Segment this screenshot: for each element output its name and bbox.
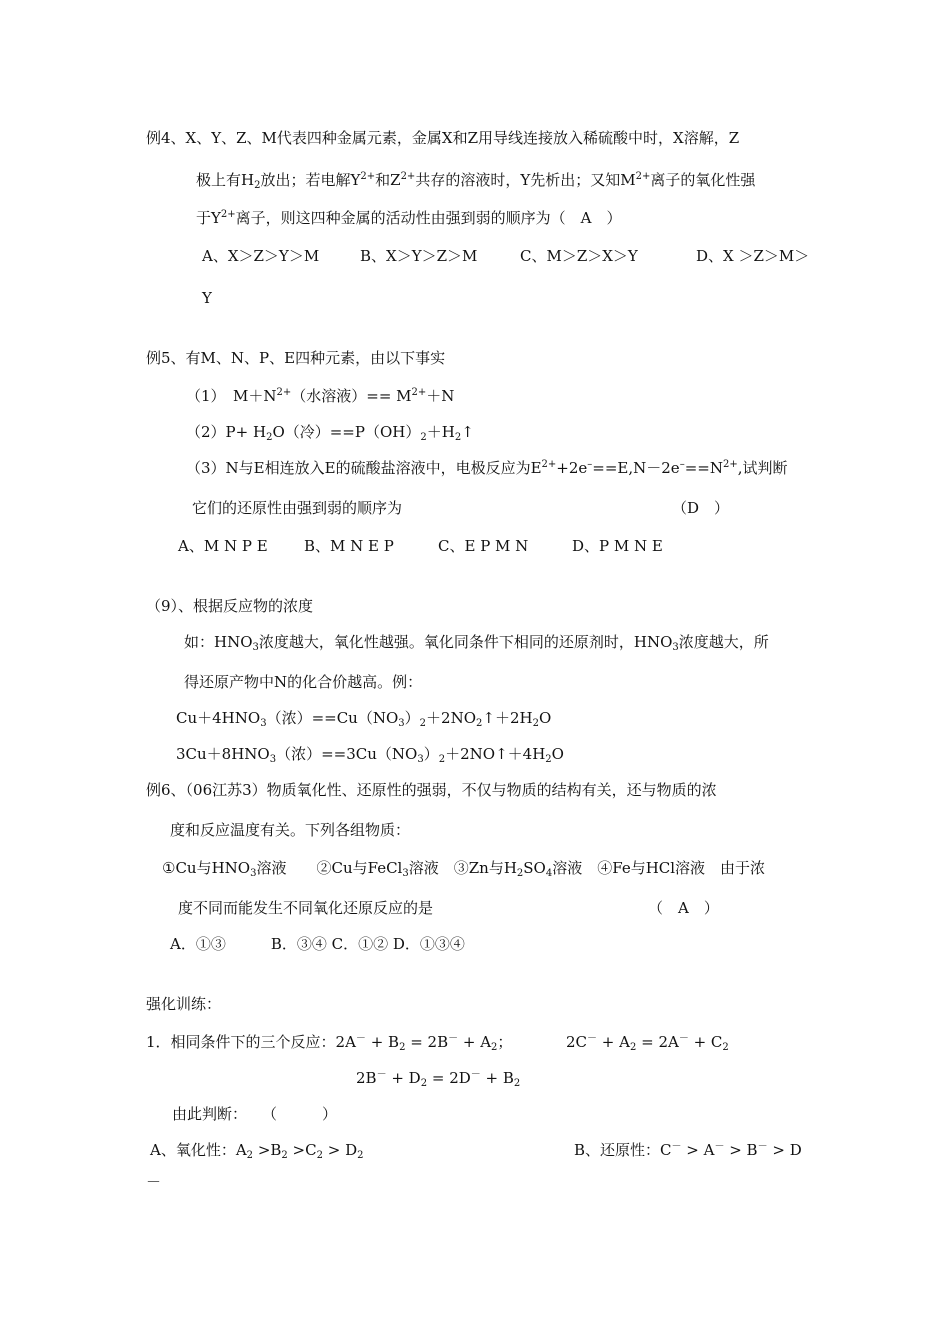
example-5-fact-3: （3）N与E相连放入E的硫酸盐溶液中，电极反应为$E^{2+}+2e^-==E,N-2e^-==N^{2+}$,试判断 (186, 459, 788, 477)
example-6-question: 度不同而能发生不同氧化还原反应的是 (178, 899, 434, 917)
drill-q1-option-a: A、氧化性：$A_2 >B_2 >C_2 > D_2$ (150, 1141, 364, 1161)
example-5-question: 它们的还原性由强到弱的顺序为 (192, 499, 403, 517)
drill-q1-judge: 由此判断： （ ） (172, 1105, 338, 1123)
drill-q1-line-1: 1．相同条件下的三个反应：$2A^- + B_2 = 2B^- + A_2$； (146, 1033, 513, 1053)
example-5-option-b: B、M N E P (304, 537, 394, 555)
example-6-answer: （ A ） (648, 899, 719, 917)
section-9-para-line-1: 如：$HNO_3$浓度越大，氧化性越强。氧化同条件下相同的还原剂时，$HNO_3$浓度越大，所 (184, 633, 769, 653)
example-6-options: A．①③ B．③④ C．①② D．①③④ (170, 935, 465, 953)
example-4-line-1: 例4、X、Y、Z、M代表四种金属元素，金属X和Z用导线连接放入稀硫酸中时，X溶解，Z (146, 129, 740, 147)
section-9-para-line-2: 得还原产物中N的化合价越高。例： (184, 673, 423, 691)
example-4-option-b: B、X＞Y＞Z＞M (360, 247, 478, 265)
example-5-line-1: 例5、有M、N、P、E四种元素，由以下事实 (146, 349, 446, 367)
section-9-equation-2: $3Cu+8HNO_3$（浓）$==3Cu(NO_3)_2+2NO↑+4H_2O$ (176, 745, 564, 765)
section-9-equation-1: $Cu+4HNO_3$（浓）$==Cu(NO_3)_2+2NO_2↑+2H_2O$ (176, 709, 552, 729)
example-4-option-a: A、X＞Z＞Y＞M (202, 247, 320, 265)
drill-q1-reaction-2: $2C^- + A_2 = 2A^- + C_2$ (566, 1033, 729, 1053)
example-5-fact-2: $(2)P+ H_2O$（冷）$==P(OH)_2+H_2↑$ (186, 423, 474, 443)
example-5-fact-1: （1） $M+N^{2+}$（水溶液）== $M^{2+}+N$ (186, 387, 455, 405)
example-5-option-c: C、E P M N (438, 537, 529, 555)
drill-q1-option-b-cont: － (146, 1173, 162, 1191)
example-4-line-2: 极上有$H_2$放出；若电解$Y^{2+}$和$Z^{2+}$共存的溶液时，Y先析出；又知$M^{2+}$离子的氧化性强 (196, 171, 756, 191)
drill-title: 强化训练： (146, 995, 222, 1013)
example-4-option-c: C、M＞Z＞X＞Y (520, 247, 638, 265)
example-6-line-1: 例6、（06江苏3）物质氧化性、还原性的强弱，不仅与物质的结构有关，还与物质的浓 (146, 781, 717, 799)
example-4-option-d-cont: Y (202, 289, 212, 307)
example-4-line-3: 于$Y^{2+}$离子，则这四种金属的活动性由强到弱的顺序为（ A ） (196, 209, 622, 227)
example-5-option-a: A、M N P E (178, 537, 268, 555)
example-5-answer: （D ） (672, 499, 730, 517)
example-4-option-d: D、X ＞Z＞M＞ (696, 247, 810, 265)
example-6-line-3: ①Cu与$HNO_3$溶液 ②Cu与FeCl$_3$溶液 ③Zn与$H_2SO_4$溶液 ④Fe与HCl溶液 由于浓 (162, 859, 766, 879)
example-6-line-2: 度和反应温度有关。下列各组物质： (170, 821, 411, 839)
example-5-option-d: D、P M N E (572, 537, 663, 555)
drill-q1-option-b: B、还原性：C－ > A－ > B－ > D (574, 1141, 802, 1159)
section-9-title: （9）、根据反应物的浓度 (146, 597, 314, 615)
drill-q1-reaction-3: $2B^- + D_2 = 2D^- + B_2$ (356, 1069, 521, 1089)
